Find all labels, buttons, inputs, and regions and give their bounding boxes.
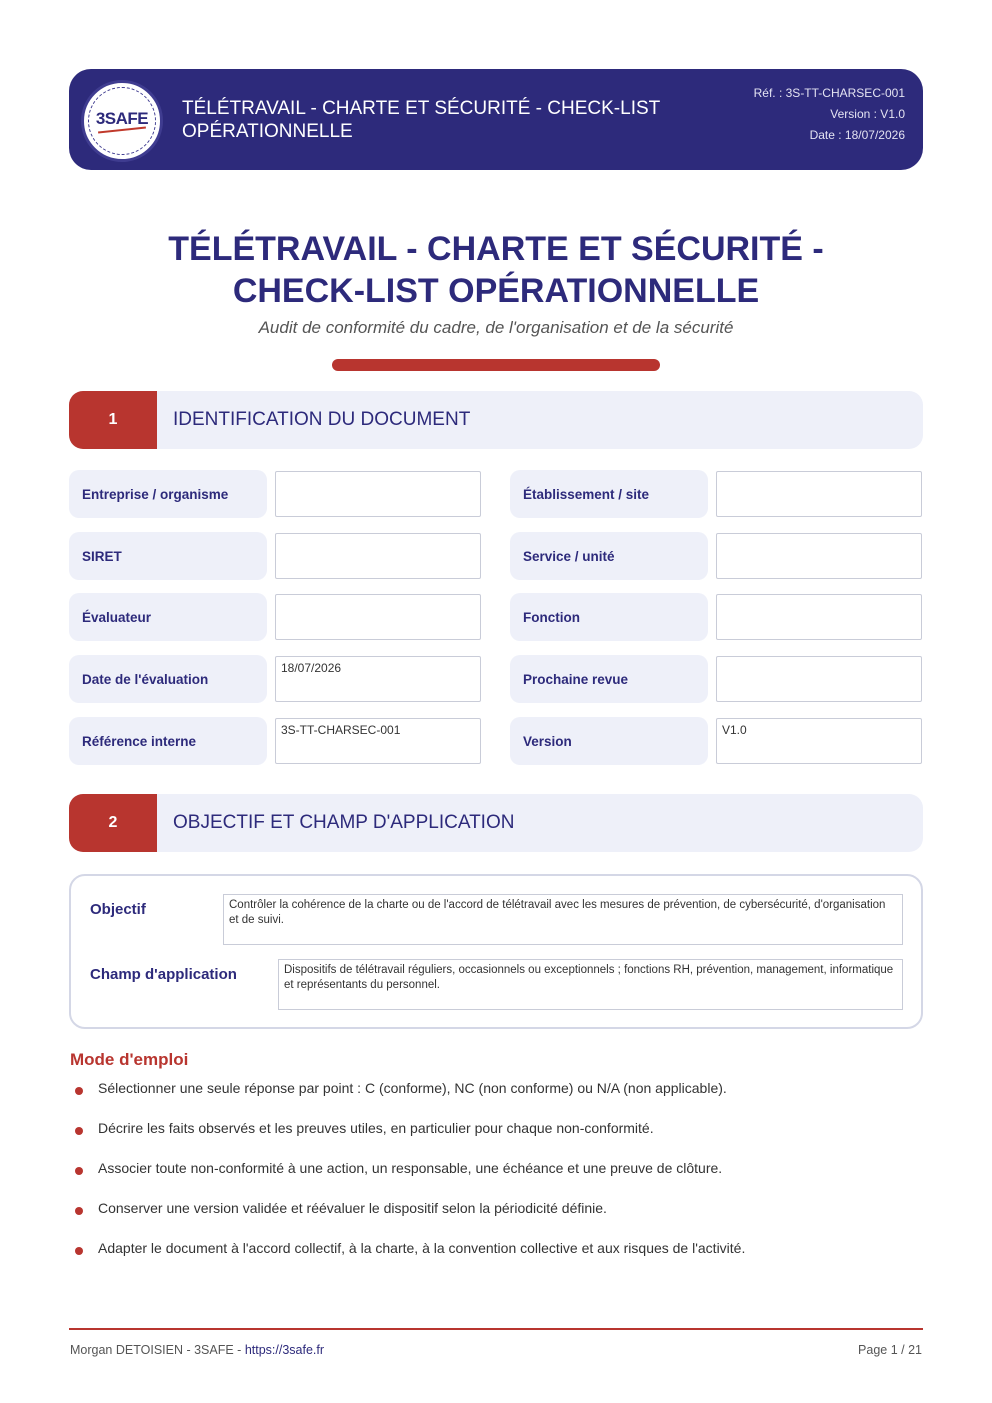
bullet-icon	[75, 1207, 83, 1215]
objectif-label: Objectif	[90, 901, 146, 918]
label-evaluateur: Évaluateur	[69, 593, 267, 641]
bullet-icon	[75, 1247, 83, 1255]
field-date-evaluation[interactable]: 18/07/2026	[275, 656, 481, 702]
header-meta	[754, 83, 905, 146]
page-title-line2: CHECK-LIST OPÉRATIONNELLE	[232, 272, 760, 310]
footer-author	[70, 1343, 324, 1357]
label-service: Service / unité	[510, 532, 708, 580]
label-prochaine-revue: Prochaine revue	[510, 655, 708, 703]
header-ref: Réf. : 3S-TT-CHARSEC-001	[753, 86, 905, 100]
instruction-text: Décrire les faits observés et les preuves utiles, en particulier pour chaque non-conformité.	[98, 1120, 654, 1136]
label-siret: SIRET	[69, 532, 267, 580]
field-etablissement[interactable]	[716, 471, 922, 517]
label-etablissement: Établissement / site	[510, 470, 708, 518]
field-siret[interactable]	[275, 533, 481, 579]
objectif-field[interactable]: Contrôler la cohérence de la charte ou de l'accord de télétravail avec les mesures de prévention, de cybersécurité, d'organisation et de suivi.	[223, 894, 903, 945]
field-evaluateur[interactable]	[275, 594, 481, 640]
field-service[interactable]	[716, 533, 922, 579]
field-version[interactable]: V1.0	[716, 718, 922, 764]
footer-author-text: Morgan DETOISIEN - 3SAFE -	[70, 1343, 245, 1357]
section-2-header	[69, 794, 923, 852]
label-fonction: Fonction	[510, 593, 708, 641]
header-version: Version : V1.0	[830, 107, 905, 121]
section-1-header	[69, 391, 923, 449]
header-date: Date : 18/07/2026	[809, 128, 905, 142]
section-2-number: 2	[69, 794, 157, 852]
logo-text: 3SAFE	[95, 109, 149, 128]
page-number: Page 1 / 21	[858, 1343, 922, 1357]
bullet-icon	[75, 1167, 83, 1175]
label-date-evaluation: Date de l'évaluation	[69, 655, 267, 703]
footer-divider	[69, 1328, 923, 1330]
label-reference-interne: Référence interne	[69, 717, 267, 765]
bullet-icon	[75, 1127, 83, 1135]
field-reference-interne[interactable]: 3S-TT-CHARSEC-001	[275, 718, 481, 764]
document-header	[69, 69, 923, 170]
champ-application-field[interactable]: Dispositifs de télétravail réguliers, occasionnels ou exceptionnels ; fonctions RH, prévention, management, informatique et représentants du personnel.	[278, 959, 903, 1010]
bullet-icon	[75, 1087, 83, 1095]
accent-divider	[332, 359, 660, 371]
section-1-title: IDENTIFICATION DU DOCUMENT	[173, 409, 471, 430]
field-entreprise[interactable]	[275, 471, 481, 517]
instruction-text: Associer toute non-conformité à une action, un responsable, une échéance et une preuve de clôture.	[98, 1160, 723, 1176]
champ-application-label: Champ d'application	[90, 966, 237, 983]
field-prochaine-revue[interactable]	[716, 656, 922, 702]
mode-emploi-title: Mode d'emploi	[70, 1050, 189, 1069]
instruction-text: Adapter le document à l'accord collectif, à la charte, à la convention collective et aux risques de l'activité.	[98, 1240, 746, 1256]
page-subtitle: Audit de conformité du cadre, de l'organisation et de la sécurité	[258, 318, 734, 337]
instruction-text: Conserver une version validée et réévaluer le dispositif selon la périodicité définie.	[98, 1200, 607, 1216]
label-entreprise: Entreprise / organisme	[69, 470, 267, 518]
scope-panel	[69, 874, 923, 1029]
page-title	[0, 228, 992, 312]
company-logo	[81, 80, 163, 162]
instruction-text: Sélectionner une seule réponse par point : C (conforme), NC (non conforme) ou N/A (non applicable).	[98, 1080, 727, 1096]
header-title: TÉLÉTRAVAIL - CHARTE ET SÉCURITÉ - CHECK-LIST OPÉRATIONNELLE	[182, 98, 660, 142]
field-fonction[interactable]	[716, 594, 922, 640]
footer-link[interactable]: https://3safe.fr	[244, 1343, 325, 1357]
page-title-line1: TÉLÉTRAVAIL - CHARTE ET SÉCURITÉ -	[168, 230, 824, 268]
section-1-number: 1	[69, 391, 157, 449]
section-2-title: OBJECTIF ET CHAMP D'APPLICATION	[173, 812, 515, 833]
label-version: Version	[510, 717, 708, 765]
